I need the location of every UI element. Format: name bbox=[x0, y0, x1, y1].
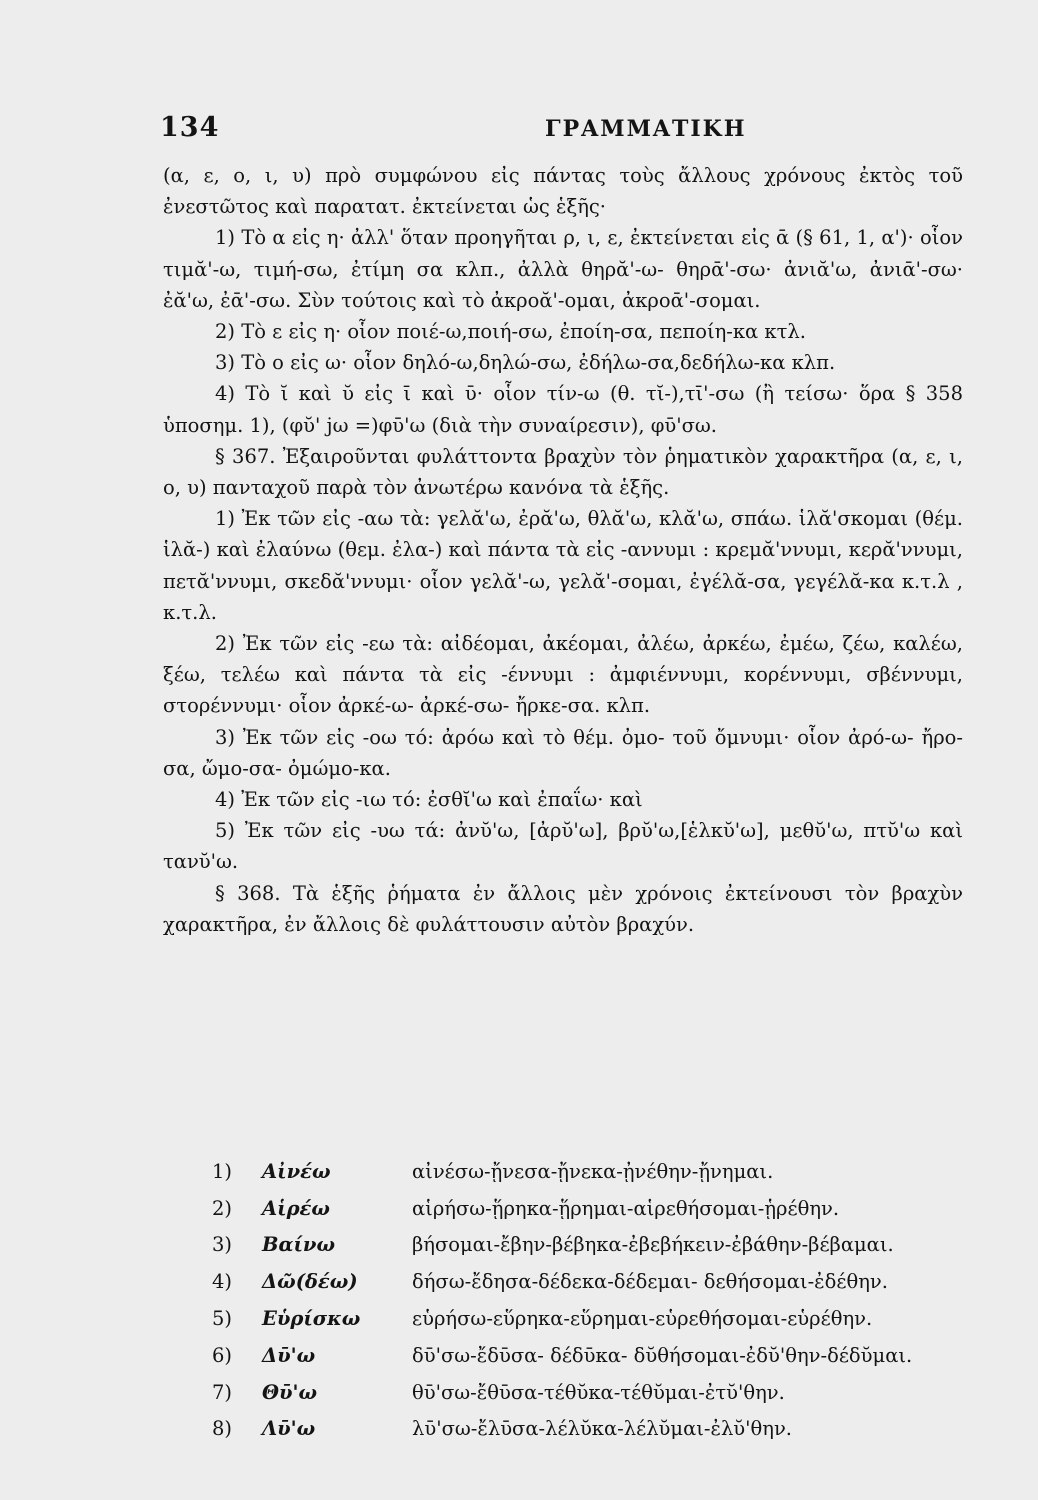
verb-lemma: Δῡ'ω bbox=[262, 1343, 316, 1367]
verb-number: 4) bbox=[212, 1270, 233, 1294]
section-368: § 368. Τὰ ἑξῆς ῥήματα ἐν ἄλλοις μὲν χρόνοις ἐκτείνουσι τὸν βραχὺν χαρακτῆρα, ἐν ἄλλοις δὲ φυλάττουσιν αὐτὸν βραχύν. bbox=[163, 881, 963, 936]
verb-number: 6) bbox=[212, 1343, 233, 1367]
verb-lemma: Αἰνέω bbox=[262, 1159, 331, 1183]
verb-lemma: Θῡ'ω bbox=[262, 1380, 318, 1404]
verb-row bbox=[212, 1337, 972, 1374]
verb-forms: αἱρήσω-ᾕρηκα-ᾕρημαι-αἱρεθήσομαι-ᾑρέθην. bbox=[412, 1196, 840, 1220]
exception-2: 2) Ἐκ τῶν εἰς -εω τὰ: αἰδέομαι, ἀκέομαι, ἀλέω, ἀρκέω, ἐμέω, ζέω, καλέω, ξέω, τελέω καὶ πάντα τὰ εἰς -έννυμι : ἀμφιέννυμι, κορέννυμι, σβέννυμι, στορέννυμι· οἷον ἀρκέ-ω- ἀρκέ-σω- ἤρκε-σα. κλπ. bbox=[163, 632, 963, 718]
page-number: 134 bbox=[160, 112, 220, 143]
verb-lemma: Λῡ'ω bbox=[262, 1417, 316, 1441]
page-header bbox=[160, 112, 965, 152]
verb-forms: βήσομαι-ἔβην-βέβηκα-ἐβεβήκειν-ἐβάθην-βέβαμαι. bbox=[412, 1233, 894, 1257]
section-367: § 367. Ἐξαιροῦνται φυλάττοντα βραχὺν τὸν ῥηματικὸν χαρακτῆρα (α, ε, ι, ο, υ) πανταχοῦ παρὰ τὸν ἀνωτέρω κανόνα τὰ ἑξῆς. bbox=[163, 444, 963, 500]
verb-row bbox=[212, 1227, 972, 1264]
verb-forms: θῡ'σω-ἔθῡσα-τέθῠκα-τέθῠμαι-ἐτῠ'θην. bbox=[412, 1380, 785, 1404]
rule-2: 2) Τὸ ε εἰς η· οἷον ποιέ-ω,ποιή-σω, ἐποίη-σα, πεποίη-κα κτλ. bbox=[215, 320, 806, 344]
verb-forms: αἰνέσω-ᾔνεσα-ᾔνεκα-ᾐνέθην-ᾔνημαι. bbox=[412, 1159, 774, 1183]
verb-lemma: Εὑρίσκω bbox=[262, 1307, 361, 1331]
exception-1: 1) Ἐκ τῶν εἰς -αω τὰ: γελᾰ'ω, ἐρᾰ'ω, θλᾰ'ω, κλᾰ'ω, σπάω. ἱλᾰ'σκομαι (θέμ. ἱλᾰ-) καὶ ἐλαύνω (θεμ. ἐλα-) καὶ πάντα τὰ εἰς -αννυμι : κρεμᾰ'ννυμι, κερᾰ'ννυμι, πετᾰ'ννυμι, σκεδᾰ'ννυμι· οἷον γελᾰ'-ω, γελᾰ'-σομαι, ἐγέλᾰ-σα, γεγέλᾰ-κα κ.τ.λ , κ.τ.λ. bbox=[163, 507, 963, 624]
exception-4: 4) Ἐκ τῶν εἰς -ιω τό: ἐσθῐ'ω καὶ ἐπαΐω· καὶ bbox=[215, 788, 643, 812]
verb-number: 3) bbox=[212, 1233, 233, 1257]
exception-3: 3) Ἐκ τῶν εἰς -οω τό: ἀρόω καὶ τὸ θέμ. ὀμο- τοῦ ὄμνυμι· οἷον ἀρό-ω- ἤρο-σα, ὤμο-σα- ὀμώμο-κα. bbox=[163, 725, 963, 780]
verb-forms: εὑρήσω-εὕρηκα-εὕρημαι-εὑρεθήσομαι-εὑρέθην. bbox=[412, 1307, 873, 1331]
rule-4: 4) Τὸ ῐ καὶ ῠ εἰς ῑ καὶ ῡ· οἷον τίν-ω (θ. τῐ-),τῑ'-σω (ἢ τείσω· ὅρα § 358 ὑποσημ. 1), (φῠ' jω =)φῡ'ω (διὰ τὴν συναίρεσιν), φῡ'σω. bbox=[163, 382, 963, 437]
verb-number: 8) bbox=[212, 1417, 233, 1441]
exception-5: 5) Ἐκ τῶν εἰς -υω τά: ἀνῠ'ω, [ἀρῠ'ω], βρῠ'ω,[ἑλκῠ'ω], μεθῠ'ω, πτῠ'ω καὶ τανῠ'ω. bbox=[163, 819, 963, 874]
verb-row bbox=[212, 1190, 972, 1227]
verb-number: 5) bbox=[212, 1307, 233, 1331]
verb-row bbox=[212, 1374, 972, 1411]
verb-number: 2) bbox=[212, 1196, 233, 1220]
rule-1: 1) Τὸ α εἰς η· ἀλλ' ὅταν προηγῆται ρ, ι, ε, ἐκτείνεται εἰς ᾱ (§ 61, 1, α')· οἷον τιμᾰ'-ω, τιμή-σω, ἐτίμη σα κλπ., ἀλλὰ θηρᾰ'-ω- θηρᾱ'-σω· ἀνιᾰ'ω, ἀνιᾱ'-σω· ἐᾰ'ω, ἐᾱ'-σω. Σὺν τούτοις καὶ τὸ ἀκροᾰ'-ομαι, ἀκροᾱ'-σομαι. bbox=[163, 226, 963, 312]
verb-row bbox=[212, 1153, 972, 1190]
verb-row bbox=[212, 1411, 972, 1448]
verb-forms: δῡ'σω-ἔδῡσα- δέδῡκα- δῠθήσομαι-ἐδῠ'θην-δέδῠμαι. bbox=[412, 1343, 913, 1367]
rule-3: 3) Τὸ ο εἰς ω· οἷον δηλό-ω,δηλώ-σω, ἐδήλω-σα,δεδήλω-κα κλπ. bbox=[215, 351, 836, 375]
verb-lemma: Δῶ(δέω) bbox=[262, 1270, 358, 1294]
verb-row bbox=[212, 1300, 972, 1337]
verb-number: 7) bbox=[212, 1380, 233, 1404]
verb-lemma: Βαίνω bbox=[262, 1233, 336, 1257]
paragraph-continuation: (α, ε, ο, ι, υ) πρὸ συμφώνου εἰς πάντας τοὺς ἄλλους χρόνους ἐκτὸς τοῦ ἐνεστῶτος καὶ παρατατ. ἐκτείνεται ὡς ἑξῆς· bbox=[163, 164, 963, 219]
verb-forms: λῡ'σω-ἔλῡσα-λέλῠκα-λέλῠμαι-ἐλῠ'θην. bbox=[412, 1417, 793, 1441]
verb-row bbox=[212, 1263, 972, 1300]
verb-list bbox=[212, 1153, 972, 1447]
verb-lemma: Αἱρέω bbox=[262, 1196, 330, 1220]
body-text bbox=[163, 160, 963, 940]
verb-number: 1) bbox=[212, 1159, 233, 1183]
running-head: ΓΡΑΜΜΑΤΙΚΗ bbox=[545, 116, 747, 142]
verb-forms: δήσω-ἔδησα-δέδεκα-δέδεμαι- δεθήσομαι-ἐδέθην. bbox=[412, 1270, 888, 1294]
